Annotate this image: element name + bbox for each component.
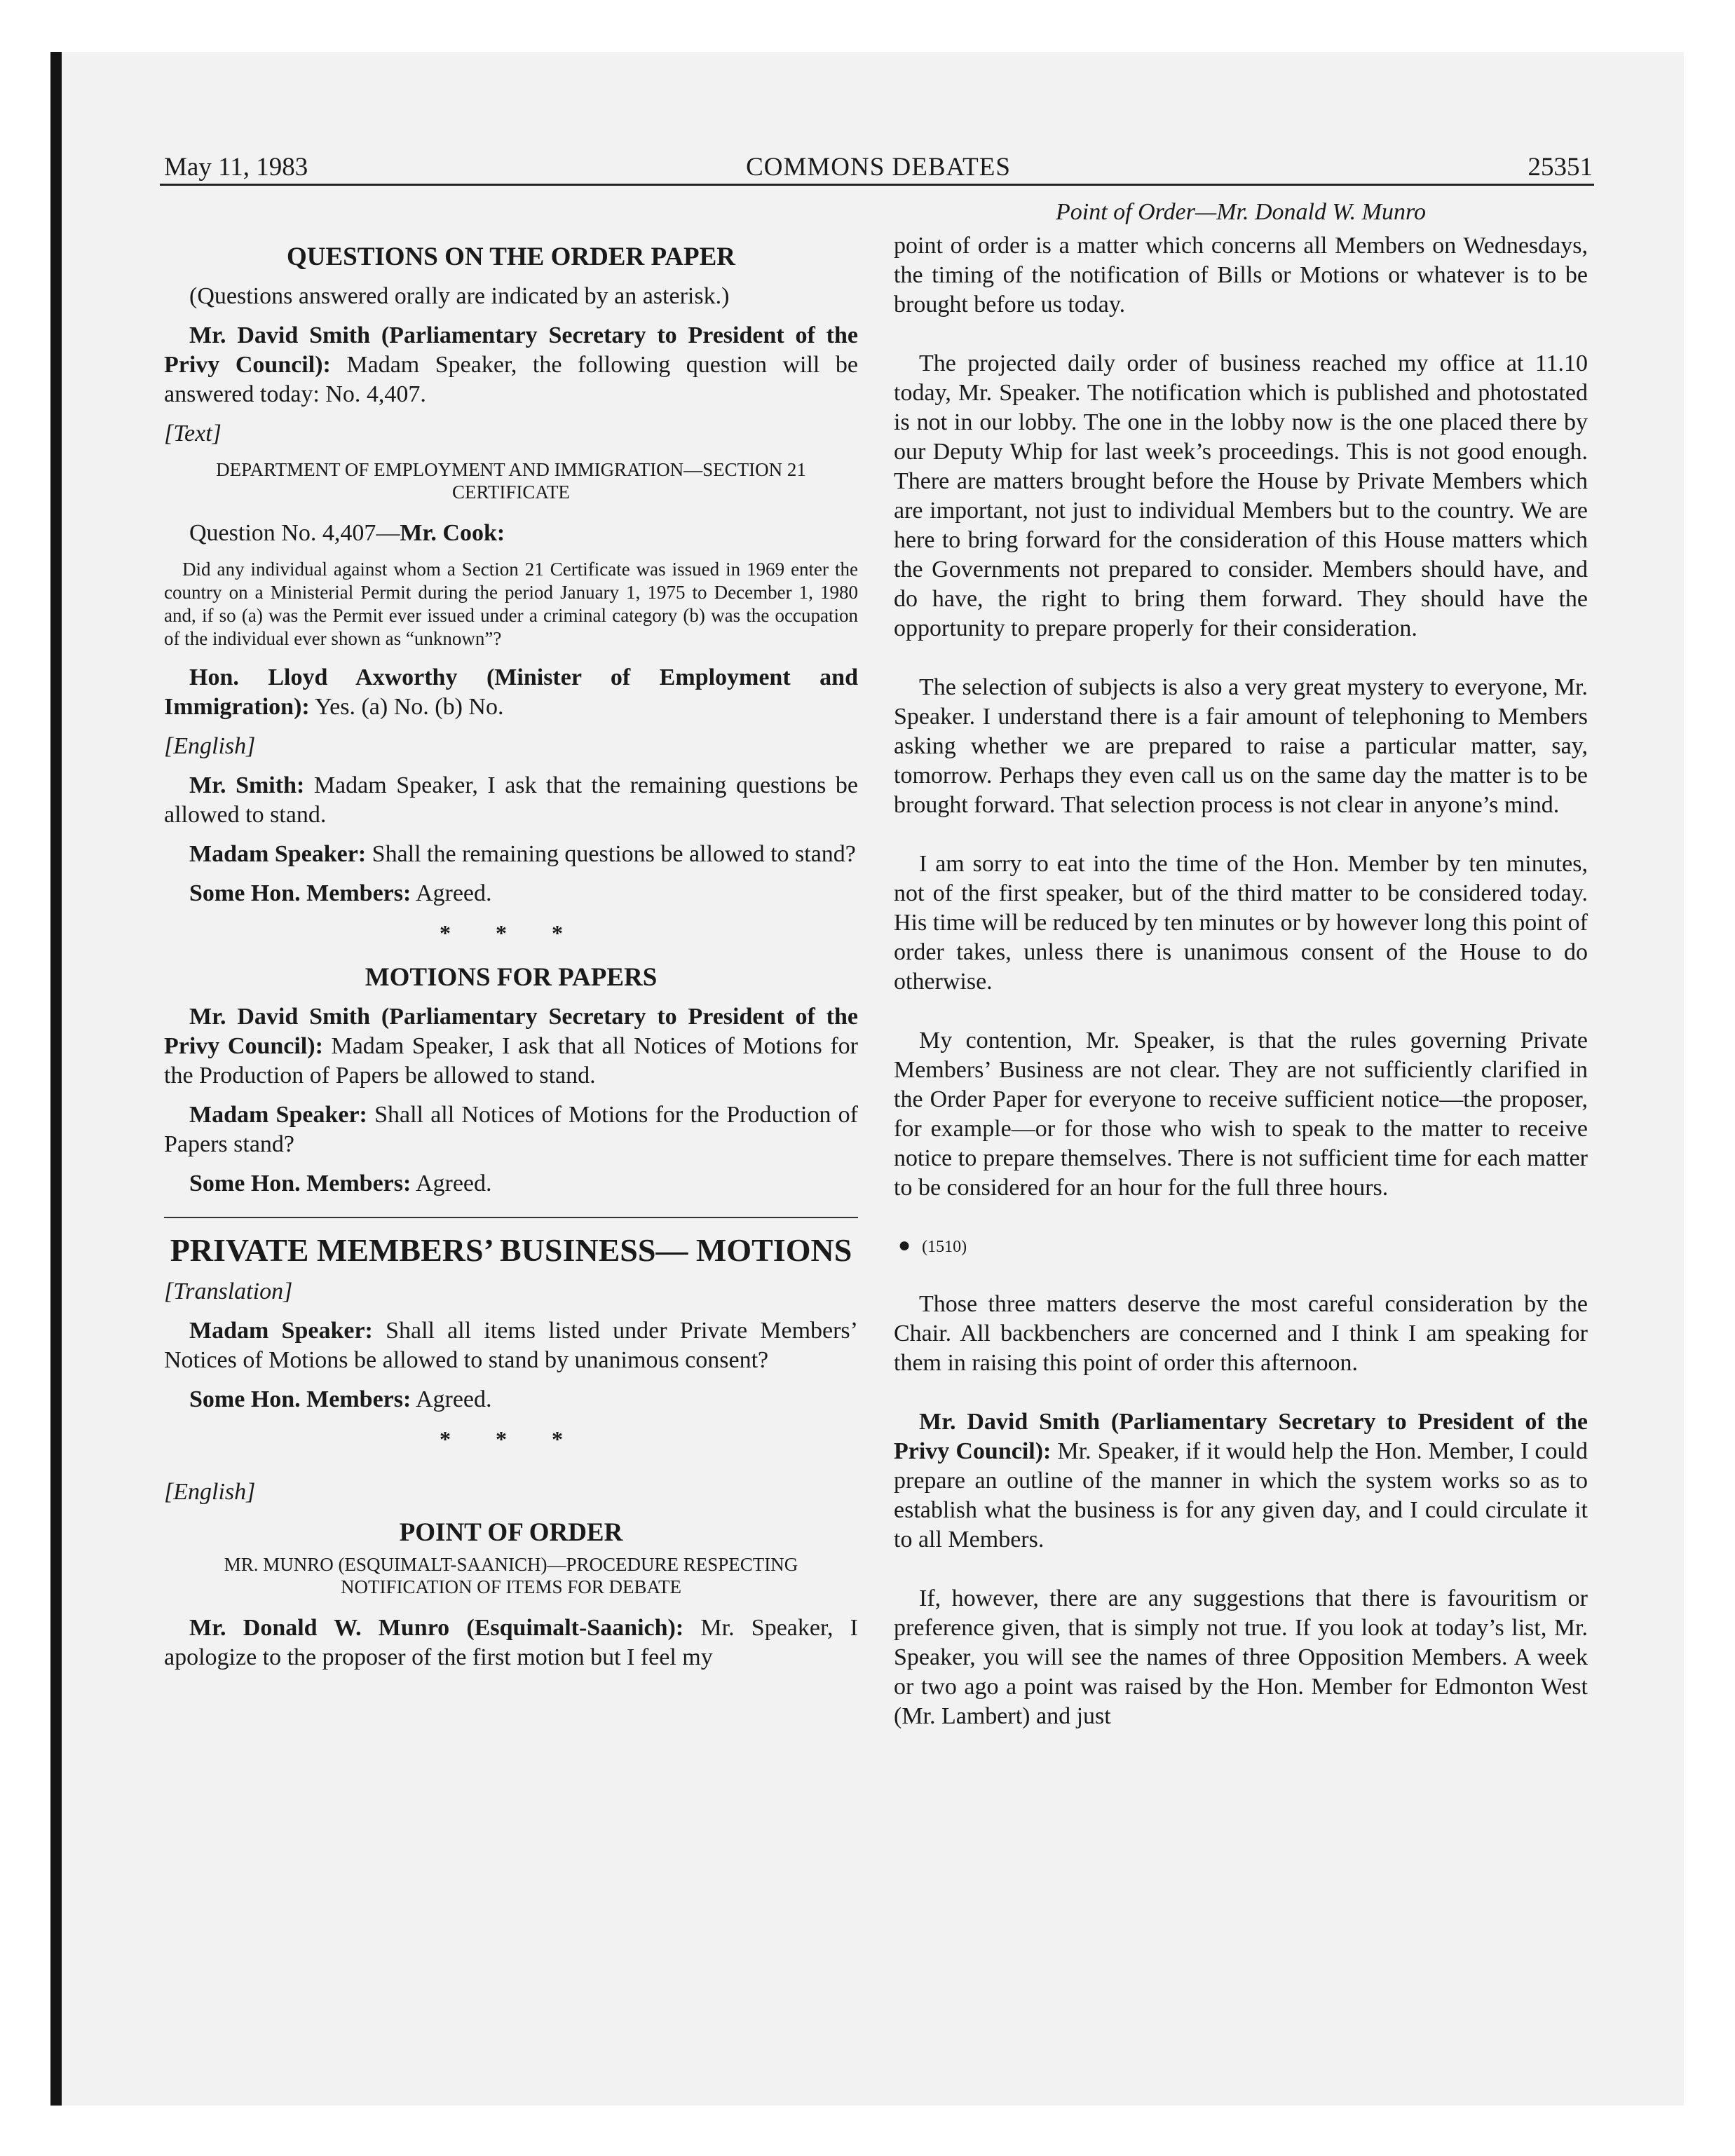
paragraph	[164, 1100, 858, 1159]
translation-tag: [Translation]	[164, 1278, 293, 1304]
header-title: COMMONS DEBATES	[746, 153, 1011, 182]
speaker-name: Some Hon. Members:	[189, 1171, 411, 1196]
paragraph: Those three matters deserve the most careful consideration by the Chair. All backbenchers are concerned and I think I am speaking for them in raising this point of order this afternoon.	[894, 1291, 1588, 1376]
paragraph	[894, 1407, 1588, 1555]
section-rule	[164, 1217, 858, 1218]
english-tag: [English]	[164, 733, 256, 759]
speech-text: Mr. Speaker, if it would help the Hon. Member, I could prepare an outline of the manner in which the system works so as to establish what the business is for any given day, and I could circulate it to all Members.	[894, 1438, 1588, 1553]
speech-text: Yes. (a) No. (b) No.	[309, 694, 504, 720]
speaker-name: Hon. Lloyd Axworthy (Minister of Employment and Immigration):	[164, 664, 858, 720]
speaker-name: Madam Speaker:	[189, 1102, 367, 1128]
heading-questions: QUESTIONS ON THE ORDER PAPER	[286, 243, 736, 271]
speech-text: Agreed.	[411, 1171, 492, 1196]
question-asker: Mr. Cook:	[400, 520, 505, 546]
speech-text: Madam Speaker, I ask that all Notices of Motions for the Production of Papers be allowed to stand.	[164, 1033, 858, 1089]
right-column	[894, 198, 1588, 1741]
department-heading: DEPARTMENT OF EMPLOYMENT AND IMMIGRATION—SECTION 21 CERTIFICATE	[216, 459, 806, 503]
speaker-name: Mr. Smith:	[189, 772, 305, 798]
question-label	[164, 519, 858, 548]
heading-point-of-order: POINT OF ORDER	[399, 1518, 623, 1547]
paragraph: (Questions answered orally are indicated by an asterisk.)	[189, 283, 730, 309]
bullet-icon: ●	[898, 1234, 911, 1257]
header-rule	[160, 184, 1594, 186]
paragraph	[164, 1169, 858, 1199]
paragraph: point of order is a matter which concerns all Members on Wednesdays, the timing of the notification of Bills or Motions or whatever is to be brought before us today.	[894, 233, 1588, 318]
speaker-name: Mr. Donald W. Munro (Esquimalt-Saanich):	[189, 1615, 684, 1641]
paragraph	[164, 879, 858, 908]
paragraph: If, however, there are any suggestions that there is favouritism or preference given, that is simply not true. If you look at today’s list, Mr. Speaker, you will see the names of three Opposition Members. A week or two ago a point was raised by the Hon. Member for Edmonton West (Mr. Lambert) and just	[894, 1585, 1588, 1729]
text-tag: [Text]	[164, 421, 222, 446]
header-page-number: 25351	[1528, 153, 1593, 182]
paragraph: My contention, Mr. Speaker, is that the rules governing Private Members’ Business are not clear. They are not sufficiently clarified in the Order Paper for everyone to receive sufficient notice—the proposer, for example—or for those who wish to speak to the matter to receive notice to prepare themselves. There is not sufficient time for each matter to be considered for an hour for the full three hours.	[894, 1028, 1588, 1201]
speech-text: Shall all Notices of Motions for the Production of Papers stand?	[164, 1102, 858, 1157]
paragraph	[164, 1385, 858, 1414]
paragraph	[164, 1613, 858, 1672]
speech-text: Madam Speaker, I ask that the remaining questions be allowed to stand.	[164, 772, 858, 828]
section-separator: * * *	[440, 1426, 583, 1452]
speech-text: Shall the remaining questions be allowed to stand?	[366, 841, 856, 867]
paragraph: I am sorry to eat into the time of the Hon. Member by ten minutes, not of the first speaker, but of the third matter to be considered today. His time will be reduced by ten minutes or by however long this point of order takes, unless there is unanimous consent of the House to do otherwise.	[894, 851, 1588, 995]
paragraph	[164, 663, 858, 722]
speaker-name: Mr. David Smith (Parliamentary Secretary to President of the Privy Council):	[164, 322, 858, 378]
heading-private-members: PRIVATE MEMBERS’ BUSINESS— MOTIONS	[170, 1232, 852, 1268]
speaker-name: Some Hon. Members:	[189, 880, 411, 906]
speech-text: Madam Speaker, the following question will be answered today: No. 4,407.	[164, 352, 859, 407]
time-marker	[898, 1231, 1588, 1262]
paragraph	[164, 321, 858, 409]
running-head: Point of Order—Mr. Donald W. Munro	[1056, 199, 1426, 225]
paragraph	[164, 840, 858, 869]
section-separator: * * *	[440, 920, 583, 946]
paragraph	[164, 1002, 858, 1091]
english-tag: [English]	[164, 1479, 256, 1505]
header-date: May 11, 1983	[164, 153, 308, 182]
speech-text: Mr. Speaker, I apologize to the proposer of the first motion but I feel my	[164, 1615, 858, 1670]
paragraph	[164, 1316, 858, 1375]
speech-text: Agreed.	[411, 1386, 492, 1412]
question-number: Question No. 4,407—	[189, 520, 400, 546]
paragraph: The projected daily order of business reached my office at 11.10 today, Mr. Speaker. The notification which is published and photostated is not in our lobby. The one in the lobby now is the one placed there by our Deputy Whip for last week’s proceedings. This is not good enough. There are matters brought before the House by Private Members which are important, not just to individual Members but to the country. We are here to bring forward for the consideration of this House matters which the Governments not prepared to consider. Members should have, and do have, the right to bring them forward. They should have the opportunity to prepare properly for their consideration.	[894, 350, 1588, 641]
left-column	[164, 198, 858, 1682]
paragraph: The selection of subjects is also a very great mystery to everyone, Mr. Speaker. I understand there is a fair amount of telephoning to Members asking whether we are prepared to raise a particular matter, say, tomorrow. Perhaps they even call us on the same day the matter is to be brought forward. That selection process is not clear in anyone’s mind.	[894, 674, 1588, 818]
page-header	[164, 150, 1593, 185]
question-text: Did any individual against whom a Section 21 Certificate was issued in 1969 enter the country on a Ministerial Permit during the period January 1, 1975 to December 1, 1980 and, if so (a) was the Permit ever issued under a criminal category (b) was the occupation of the individual ever shown as “unknown”?	[164, 559, 858, 649]
speech-text: Shall all items listed under Private Members’ Notices of Motions be allowed to stand by unanimous consent?	[164, 1318, 858, 1373]
speech-text: Agreed.	[411, 880, 492, 906]
point-of-order-subheading: MR. MUNRO (ESQUIMALT-SAANICH)—PROCEDURE RESPECTING NOTIFICATION OF ITEMS FOR DEBATE	[224, 1554, 798, 1597]
speaker-name: Mr. David Smith (Parliamentary Secretary to President of the Privy Council):	[894, 1409, 1588, 1464]
heading-motions: MOTIONS FOR PAPERS	[365, 963, 658, 992]
speaker-name: Madam Speaker:	[189, 1318, 373, 1344]
speaker-name: Mr. David Smith (Parliamentary Secretary to President of the Privy Council):	[164, 1004, 858, 1059]
speaker-name: Madam Speaker:	[189, 841, 367, 867]
time-marker-text: (1510)	[922, 1238, 967, 1256]
paragraph	[164, 771, 858, 830]
speaker-name: Some Hon. Members:	[189, 1386, 411, 1412]
scan-edge-bar	[50, 52, 62, 2106]
